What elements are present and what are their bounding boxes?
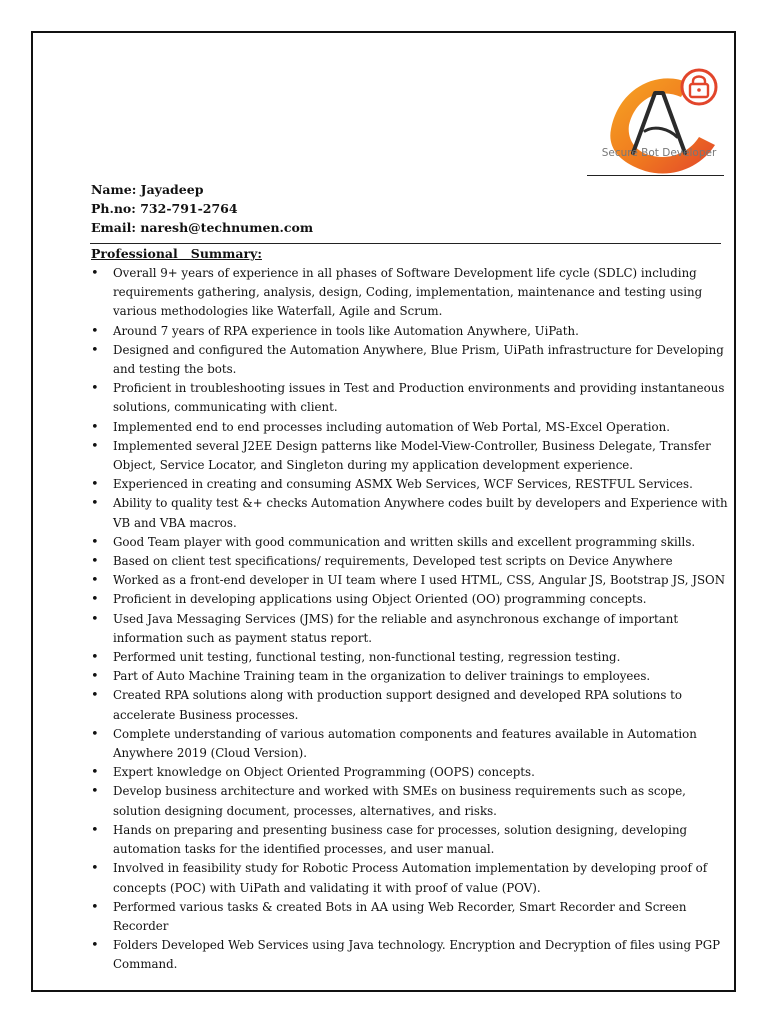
summary-item: • Around 7 years of RPA experience in tools like Automation Anywhere, UiPath.	[91, 322, 734, 341]
summary-item: • Good Team player with good communication and written skills and excellent programming skills.	[91, 533, 734, 552]
contact-phone: Ph.no: 732-791-2764	[91, 201, 238, 216]
summary-item: • Implemented end to end processes including automation of Web Portal, MS-Excel Operation.	[91, 418, 734, 437]
summary-item: • Implemented several J2EE Design patterns like Model-View-Controller, Business Delegate, Transfer Object, Service Locator, and Singleton during my application development experience.	[91, 437, 734, 475]
summary-item: • Develop business architecture and worked with SMEs on business requirements such as scope, solution designing document, processes, alternatives, and risks.	[91, 782, 734, 820]
contact-block	[91, 180, 313, 237]
summary-item: • Experienced in creating and consuming ASMX Web Services, WCF Services, RESTFUL Services.	[91, 475, 734, 494]
summary-item: • Based on client test specifications/ requirements, Developed test scripts on Device Anywhere	[91, 552, 734, 571]
summary-item: • Part of Auto Machine Training team in the organization to deliver trainings to employees.	[91, 667, 734, 686]
summary-item: • Ability to quality test &+ checks Automation Anywhere codes built by developers and Experience with VB and VBA macros.	[91, 494, 734, 532]
secure-bot-logo-icon	[589, 57, 729, 187]
summary-item: • Folders Developed Web Services using Java technology. Encryption and Decryption of files using PGP Command.	[91, 936, 734, 974]
summary-item: • Performed unit testing, functional testing, non-functional testing, regression testing.	[91, 648, 734, 667]
summary-list	[91, 264, 734, 975]
summary-item: • Overall 9+ years of experience in all phases of Software Development life cycle (SDLC) including requirements gathering, analysis, design, Coding, implementation, maintenance and testing using various methodologies like Waterfall, Agile and Scrum.	[91, 264, 734, 322]
summary-item: • Used Java Messaging Services (JMS) for the reliable and asynchronous exchange of important information such as payment status report.	[91, 610, 734, 648]
summary-item: • Worked as a front-end developer in UI team where I used HTML, CSS, Angular JS, Bootstrap JS, JSON	[91, 571, 734, 590]
summary-item: • Designed and configured the Automation Anywhere, Blue Prism, UiPath infrastructure for Developing and testing the bots.	[91, 341, 734, 379]
summary-item: • Involved in feasibility study for Robotic Process Automation implementation by developing proof of concepts (POC) with UiPath and validating it with proof of value (POV).	[91, 859, 734, 897]
document-page	[31, 31, 736, 992]
summary-item: • Created RPA solutions along with production support designed and developed RPA solutions to accelerate Business processes.	[91, 686, 734, 724]
logo-caption: Secure Bot Developer	[601, 147, 717, 159]
summary-item: • Proficient in troubleshooting issues in Test and Production environments and providing instantaneous solutions, communicating with client.	[91, 379, 734, 417]
contact-name: Name: Jayadeep	[91, 182, 204, 197]
section-title: Professional Summary:	[91, 246, 262, 261]
summary-item: • Expert knowledge on Object Oriented Programming (OOPS) concepts.	[91, 763, 734, 782]
contact-email: Email: naresh@technumen.com	[91, 220, 314, 235]
summary-item: • Hands on preparing and presenting business case for processes, solution designing, developing automation tasks for the identified processes, and user manual.	[91, 821, 734, 859]
summary-item: • Complete understanding of various automation components and features available in Automation Anywhere 2019 (Cloud Version).	[91, 725, 734, 763]
logo-divider	[587, 175, 724, 176]
summary-item: • Performed various tasks & created Bots in AA using Web Recorder, Smart Recorder and Screen Recorder	[91, 898, 734, 936]
summary-item: • Proficient in developing applications using Object Oriented (OO) programming concepts.	[91, 590, 734, 609]
section-divider	[90, 243, 721, 244]
